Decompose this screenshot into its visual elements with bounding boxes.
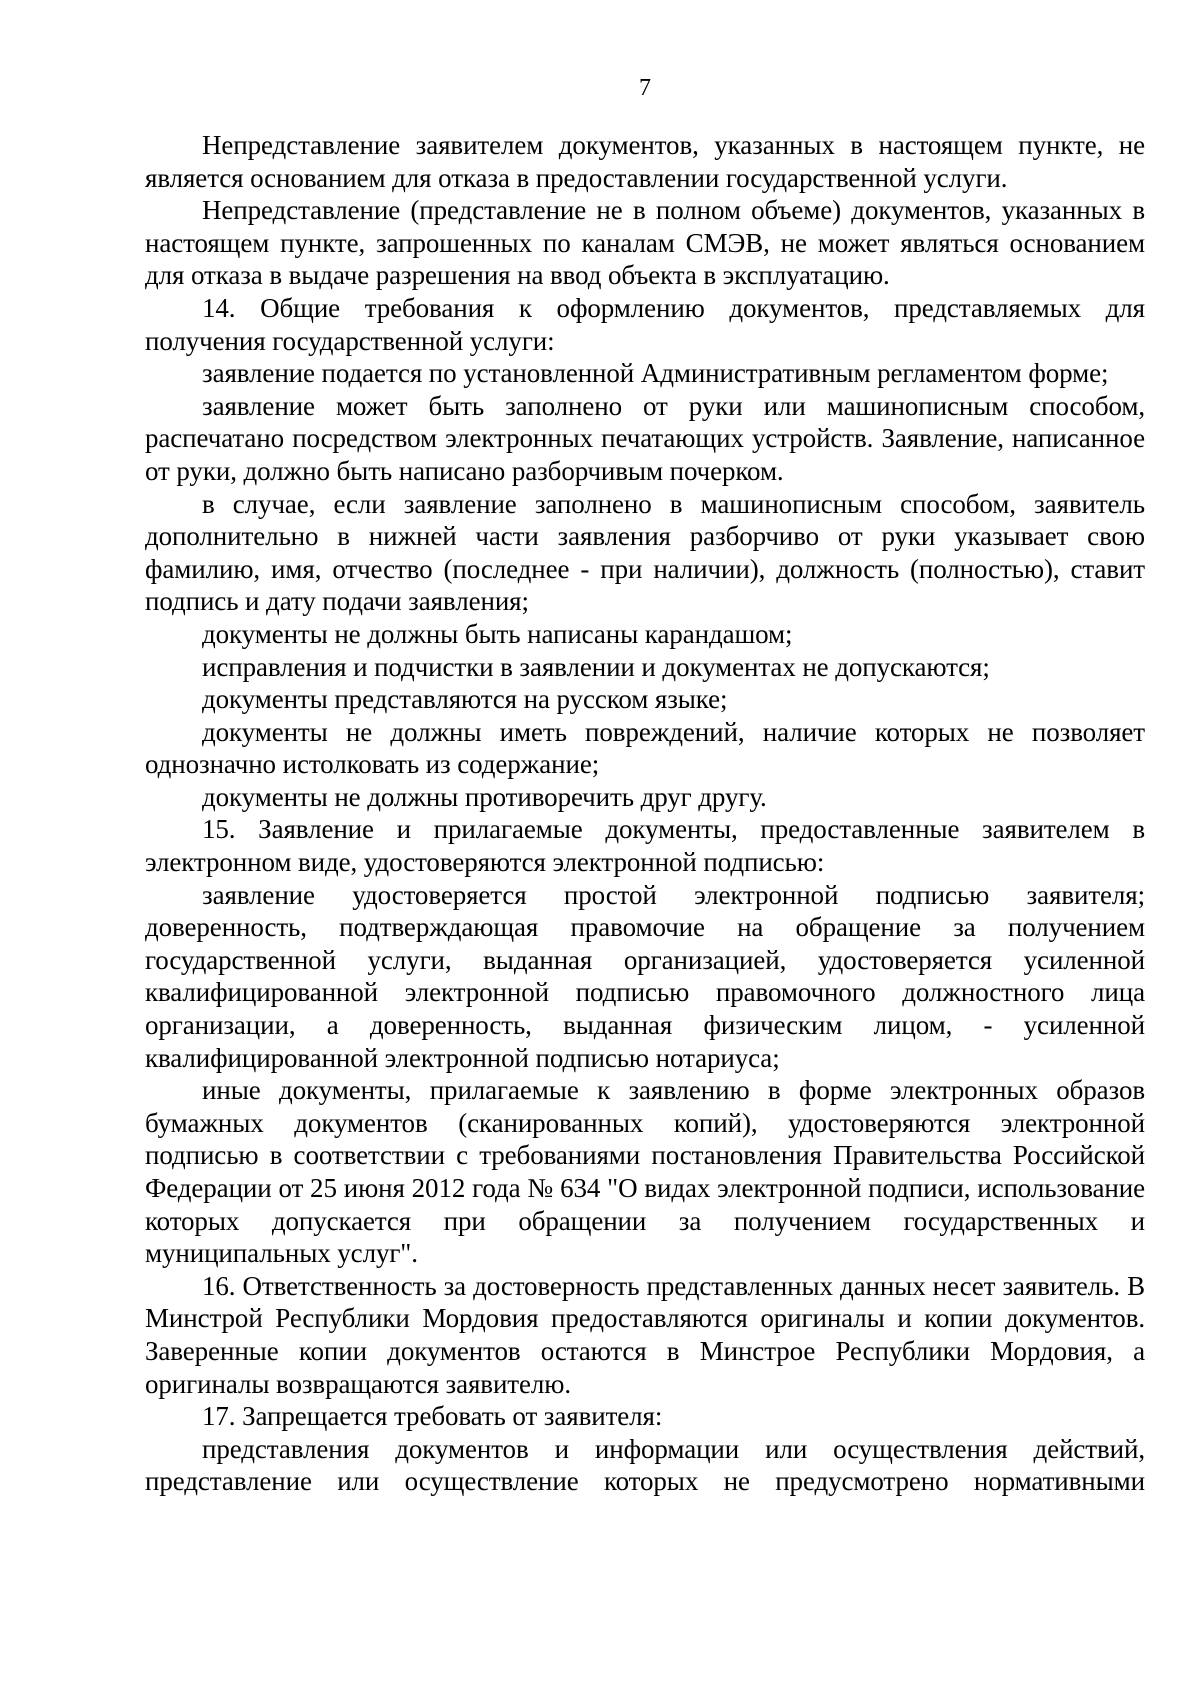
paragraph: исправления и подчистки в заявлении и документах не допускаются; (202, 651, 990, 682)
paragraph: 16. Ответственность за достоверность представленных данных несет заявитель. В Минстрой Республики Мордовия предоставляются оригиналы и копии документов. Заверенные копии документов остаются в Минстрое Республики Мордовия, а оригиналы возвращаются заявителю. (145, 1270, 1145, 1399)
paragraph: представления документов и информации или осуществления действий, представление или осуществление которых не предусмотрено нормативными (145, 1433, 1145, 1497)
paragraph: заявление подается по установленной Административным регламентом форме; (202, 358, 1109, 389)
paragraph: в случае, если заявление заполнено в машинописным способом, заявитель дополнительно в нижней части заявления разборчиво от руки указывает свою фамилию, имя, отчество (последнее - при наличии), должность (полностью), ставит подпись и дату подачи заявления; (145, 488, 1145, 617)
paragraph: заявление может быть заполнено от руки или машинописным способом, распечатано посредством электронных печатающих устройств. Заявление, написанное от руки, должно быть написано разборчивым почерком. (145, 390, 1145, 486)
paragraph: иные документы, прилагаемые к заявлению в форме электронных образов бумажных документов (сканированных копий), удостоверяются электронной подписью в соответствии с требованиями постановления Правительства Российской Федерации от 25 июня 2012 года № 634 "О видах электронной подписи, использование которых допускается при обращении за получением государственных и муниципальных услуг". (145, 1075, 1145, 1269)
paragraph: Непредставление (представление не в полном объеме) документов, указанных в настоящем пункте, запрошенных по каналам СМЭВ, не может являться основанием для отказа в выдаче разрешения на ввод объекта в эксплуатацию. (145, 195, 1145, 291)
paragraph: Непредставление заявителем документов, указанных в настоящем пункте, не является основанием для отказа в предоставлении государственной услуги. (145, 130, 1145, 193)
page-number: 7 (639, 75, 651, 101)
paragraph: 15. Заявление и прилагаемые документы, предоставленные заявителем в электронном виде, удостоверяются электронной подписью: (145, 814, 1145, 878)
paragraph: документы не должны противоречить друг другу. (202, 781, 767, 812)
document-body (145, 129, 1145, 1498)
paragraph: документы представляются на русском языке; (202, 684, 728, 715)
paragraph: документы не должны быть написаны карандашом; (202, 618, 793, 649)
paragraph: заявление удостоверяется простой электронной подписью заявителя; доверенность, подтверждающая правомочие на обращение за получением государственной услуги, выданная организацией, удостоверяется усиленной квалифицированной электронной подписью правомочного должностного лица организации, а доверенность, выданная физическим лицом, - усиленной квалифицированной электронной подписью нотариуса; (145, 879, 1145, 1073)
paragraph: 14. Общие требования к оформлению документов, представляемых для получения государственной услуги: (145, 292, 1145, 356)
paragraph: документы не должны иметь повреждений, наличие которых не позволяет однозначно истолковать из содержание; (145, 716, 1145, 780)
paragraph: 17. Запрещается требовать от заявителя: (202, 1401, 663, 1432)
